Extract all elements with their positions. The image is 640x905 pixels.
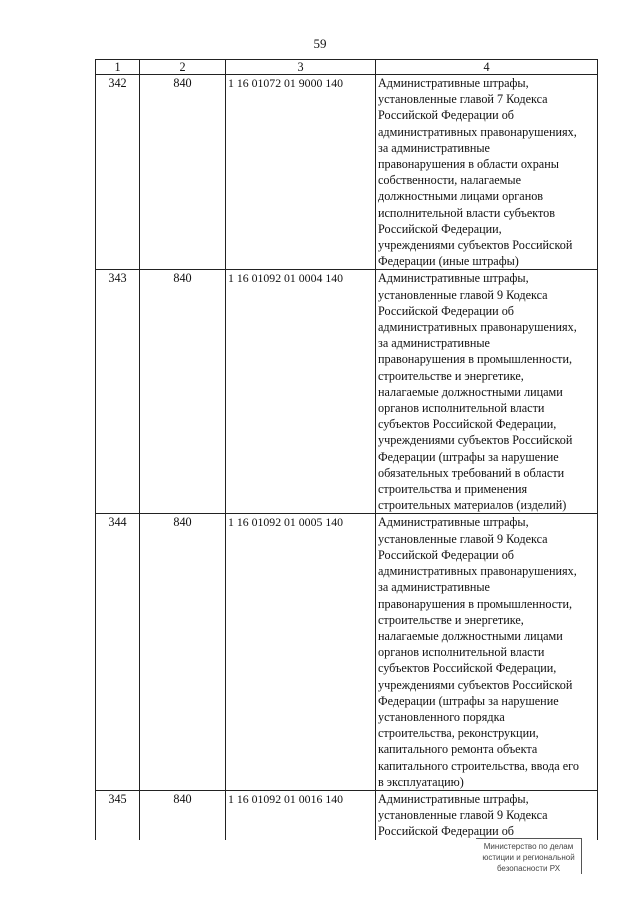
budget-classification-code: 1 16 01092 01 0004 140	[226, 270, 376, 514]
column-header-3: 3	[226, 60, 376, 75]
column-header-2: 2	[140, 60, 226, 75]
table-header-row	[96, 60, 598, 75]
revenue-description: Административные штрафы, установленные главой 9 Кодекса Российской Федерации об административных правонарушениях, за административные правонарушения в промышленности, строительстве и энергетике, налагаемые должностными лицами органов исполнительной власти субъектов Российской Федерации, учреждениями субъектов Российской Федерации (штрафы за нарушение установленного порядка строительства, реконструкции, капитального ремонта объекта капитального строительства, ввода его в эксплуатацию)	[376, 514, 598, 790]
table-row	[96, 75, 598, 270]
budget-classification-code: 1 16 01092 01 0016 140	[226, 790, 376, 839]
ministry-stamp	[476, 838, 582, 874]
revenue-description: Административные штрафы, установленные главой 9 Кодекса Российской Федерации об административных правонарушениях, за административные правонарушения в промышленности, строительстве и энергетике, налагаемые должностными лицами органов исполнительной власти субъектов Российской Федерации, учреждениями субъектов Российской Федерации (штрафы за нарушение обязательных требований в области строительства и применения строительных материалов (изделий)	[376, 270, 598, 514]
budget-classification-code: 1 16 01072 01 9000 140	[226, 75, 376, 270]
column-header-1: 1	[96, 60, 140, 75]
stamp-line: юстиции и региональной	[482, 853, 575, 862]
table-row	[96, 270, 598, 514]
admin-code: 840	[140, 270, 226, 514]
row-number: 342	[96, 75, 140, 270]
admin-code: 840	[140, 514, 226, 790]
admin-code: 840	[140, 75, 226, 270]
table-row	[96, 790, 598, 839]
row-number: 344	[96, 514, 140, 790]
budget-codes-table	[95, 59, 598, 840]
revenue-description: Административные штрафы, установленные главой 7 Кодекса Российской Федерации об административных правонарушениях, за административные правонарушения в области охраны собственности, налагаемые должностными лицами органов исполнительной власти субъектов Российской Федерации, учреждениями субъектов Российской Федерации (иные штрафы)	[376, 75, 598, 270]
table-row	[96, 514, 598, 790]
revenue-description: Административные штрафы, установленные главой 9 Кодекса Российской Федерации об	[376, 790, 598, 839]
admin-code: 840	[140, 790, 226, 839]
page-number: 59	[313, 36, 327, 51]
row-number: 345	[96, 790, 140, 839]
stamp-line: безопасности РХ	[496, 864, 561, 873]
row-number: 343	[96, 270, 140, 514]
column-header-4: 4	[376, 60, 598, 75]
stamp-line: Министерство по делам	[483, 842, 574, 851]
budget-classification-code: 1 16 01092 01 0005 140	[226, 514, 376, 790]
